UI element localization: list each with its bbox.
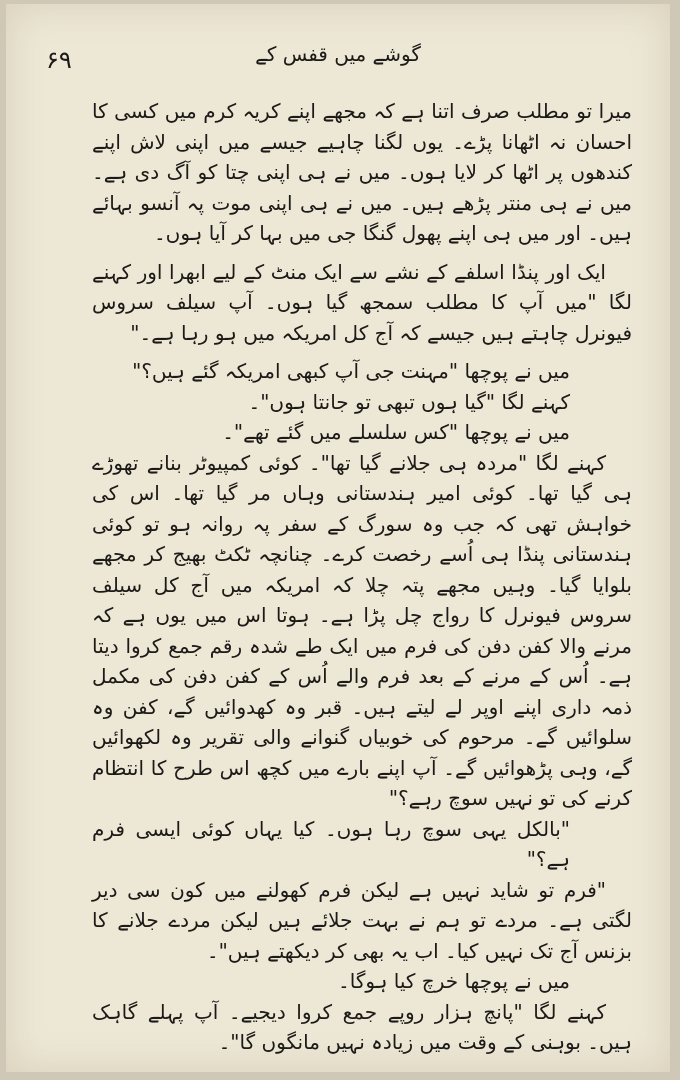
dialogue-line: کہنے لگا "گیا ہوں تبھی تو جانتا ہوں"۔ xyxy=(248,389,570,414)
page-body xyxy=(92,96,632,1058)
dialogue-line: میں نے پوچھا خرچ کیا ہوگا۔ xyxy=(338,969,570,993)
book-page xyxy=(6,4,670,1072)
dialogue-line: میں نے پوچھا "کس سلسلے میں گئے تھے"۔ xyxy=(222,420,570,444)
paragraph: ایک اور پنڈا اسلفے کے نشے سے ایک منٹ کے لیے ابھرا اور کہنے لگا "میں آپ کا مطلب سمجھ گیا ہوں۔ آپ سیلف سروس فیونرل چاہتے ہیں جیسے کہ آج کل امریکہ میں ہو رہا ہے۔" xyxy=(92,259,632,345)
dialogue-line: "بالکل یہی سوچ رہا ہوں۔ کیا یہاں کوئی ایسی فرم ہے؟" xyxy=(92,816,570,871)
paragraph: میرا تو مطلب صرف اتنا ہے کہ مجھے اپنے کریہ کرم میں کسی کا احسان نہ اٹھانا پڑے۔ یوں لگنا چاہیے جیسے میں اپنی لاش اپنے کندھوں پر اٹھا کر لایا ہوں۔ میں نے ہی اپنی چتا کو آگ دی ہے۔ میں نے ہی منتر پڑھے ہیں۔ میں نے ہی اپنی موت پہ آنسو بہائے ہیں۔ اور میں ہی اپنے پھول گنگا جی میں بہا کر آیا ہوں۔ xyxy=(92,99,632,245)
page-number: ۶۹ xyxy=(46,46,72,74)
paragraph: کہنے لگا "مردہ ہی جلانے گیا تھا"۔ کوئی کمپیوٹر بنانے تھوڑے ہی گیا تھا۔ کوئی امیر ہندستانی وہاں مر گیا تھا۔ اس کی خواہش تھی کہ جب وہ سورگ کے سفر پہ روانہ ہو تو کوئی ہندستانی پنڈا ہی اُسے رخصت کرے۔ چنانچہ ٹکٹ بھیج کر مجھے بلوایا گیا۔ وہیں مجھے پتہ چلا کہ امریکہ میں آج کل سیلف سروس فیونرل کا رواج چل پڑا ہے۔ ہوتا اس میں یوں ہے کہ مرنے والا کفن دفن کی فرم میں ایک طے شدہ رقم جمع کروا دیتا ہے۔ اُس کے مرنے کے بعد فرم والے اُس کے کفن دفن کی مکمل ذمہ داری اپنے اوپر لے لیتے ہیں۔ قبر وہ کھدوائیں گے، کفن وہ سلوائیں گے۔ مرحوم کی خوبیاں گنوانے والی تقریر وہ لکھوائیں گے، وہی پڑھوائیں گے۔ آپ اپنے بارے میں کچھ اس طرح کا انتظام کرنے کی تو نہیں سوچ رہے؟" xyxy=(92,450,632,810)
paragraph: "فرم تو شاید نہیں ہے لیکن فرم کھولنے میں کون سی دیر لگتی ہے۔ مردے تو ہم نے بہت جلائے ہیں لیکن مردے جلانے کا بزنس آج تک نہیں کیا۔ اب یہ بھی کر دیکھتے ہیں"۔ xyxy=(92,877,632,963)
paragraph: کہنے لگا "پانچ ہزار روپے جمع کروا دیجیے۔ آپ پہلے گاہک ہیں۔ بوہنی کے وقت میں زیادہ نہیں مانگوں گا"۔ xyxy=(92,999,632,1054)
running-head: گوشے میں قفس کے xyxy=(255,42,421,66)
dialogue-line: میں نے پوچھا "مہنت جی آپ کبھی امریکہ گئے ہیں؟" xyxy=(132,359,570,383)
